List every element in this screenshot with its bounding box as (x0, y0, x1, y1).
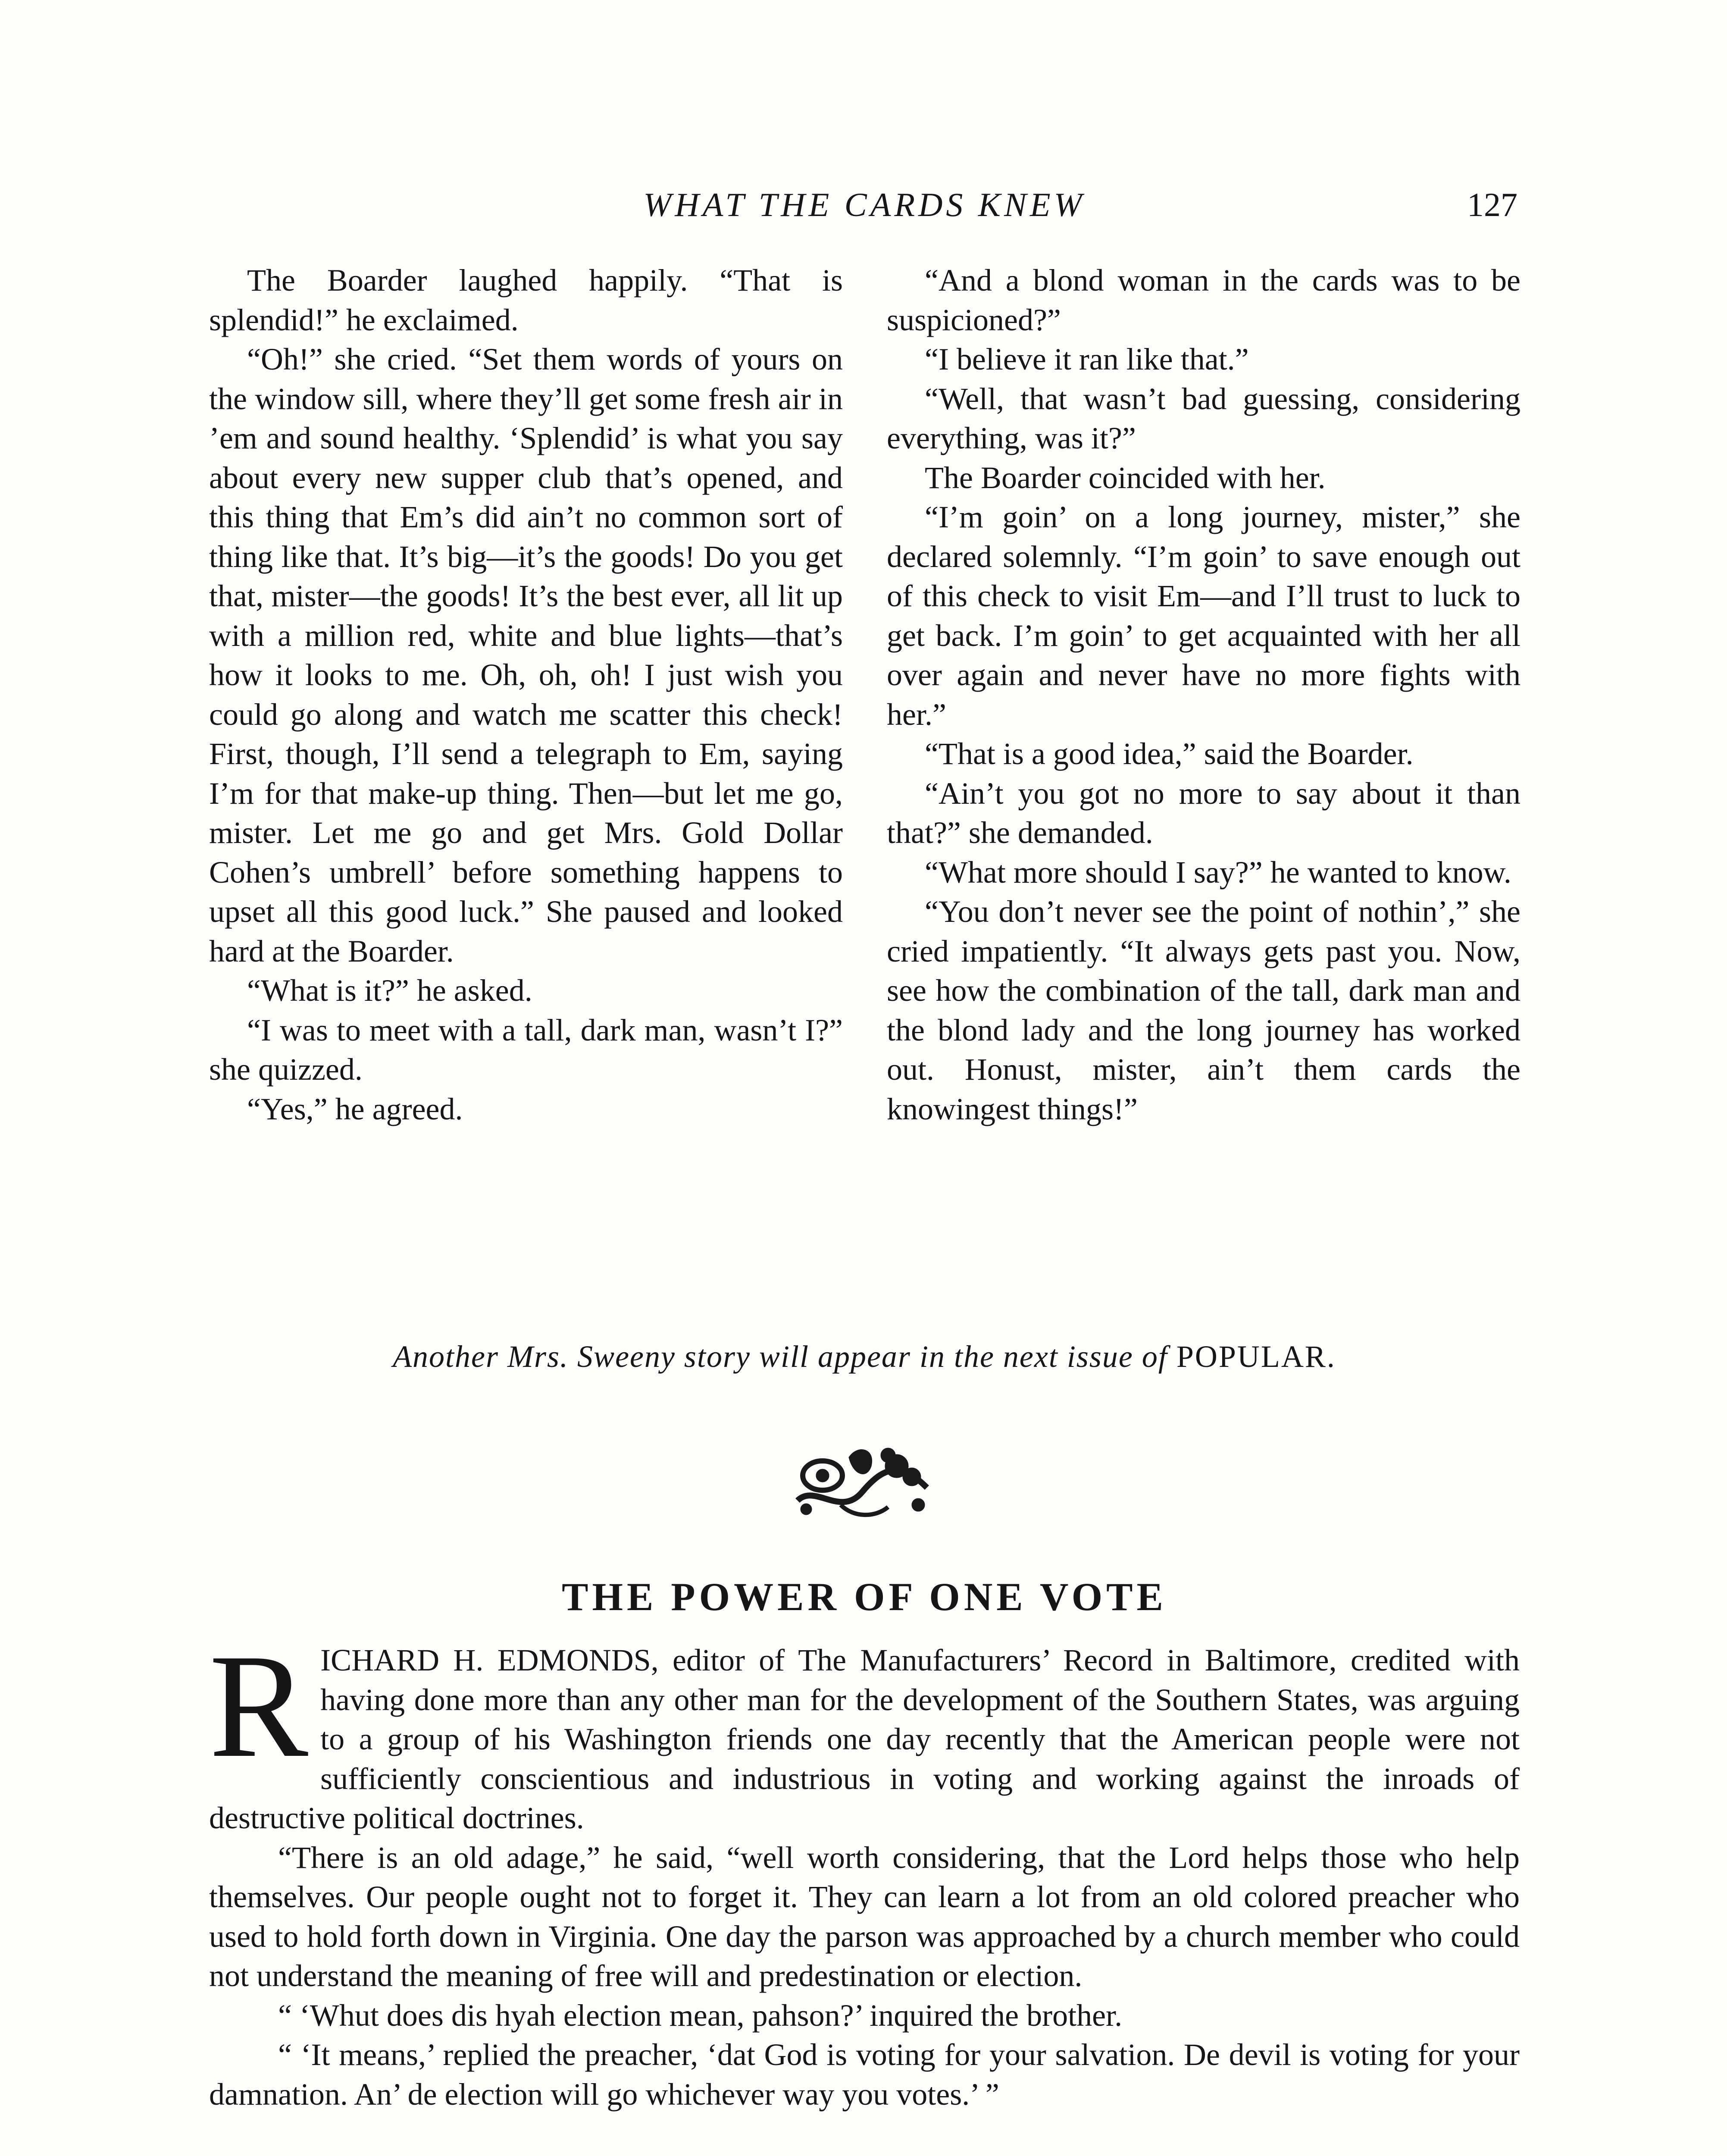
article-paragraph: “There is an old adage,” he said, “well worth considering, that the Lord helps those who help themselves. Our people ought not to forget it. They can learn a lot from an old colored preacher who used to hold forth down in Virginia. One day the parson was approached by a church member who could not understand the meaning of free will and predestination or election. (209, 1840, 1520, 1993)
article-paragraph: “ ‘Whut does dis hyah election mean, pahson?’ inquired the brother. (278, 1998, 1123, 2033)
right-paragraph: “You don’t never see the point of nothin’,” she cried impatiently. “It always gets past you. Now, see how the combination of the tall, dark man and the blond lady and the long journey has worked out. Honust, mister, ain’t them cards the knowingest things!” (887, 894, 1521, 1126)
right-paragraph: “What more should I say?” he wanted to know. (925, 855, 1511, 890)
floral-ornament-icon (789, 1436, 935, 1526)
drop-cap: R (209, 1623, 309, 1788)
article-first-paragraph (209, 1623, 1520, 1838)
page-number: 127 (1467, 186, 1517, 223)
article-paragraph: “ ‘It means,’ replied the preacher, ‘dat God is voting for your salvation. De devil is voting for your damnation. An’ de election will go whichever way you votes.’ ” (209, 2037, 1520, 2112)
story-columns (209, 261, 1520, 1330)
right-paragraph: “And a blond woman in the cards was to be suspicioned?” (887, 263, 1521, 337)
left-paragraph: “Oh!” she cried. “Set them words of yours on the window sill, where they’ll get some fresh air in ’em and sound healthy. ‘Splendid’ is what you say about every new supper club that’s opened, and this thing that Em’s did ain’t no common sort of thing like that. It’s big—it’s the goods! Do you get that, mister—the goods! It’s the best ever, all lit up with a million red, white and blue lights—that’s how it looks to me. Oh, oh, oh! I just wish you could go along and watch me scatter this check! First, though, I’ll send a telegraph to Em, saying I’m for that make-up thing. Then—but let me go, mister. Let me go and get Mrs. Gold Dollar Cohen’s umbrell’ before something happens to upset all this good luck.” She paused and looked hard at the Boarder. (209, 342, 843, 968)
left-paragraph: “What is it?” he asked. (247, 973, 532, 1008)
article-body (209, 1623, 1520, 2114)
right-paragraph: “Well, that wasn’t bad guessing, considering everything, was it?” (887, 381, 1521, 455)
right-paragraph: “I’m goin’ on a long journey, mister,” she declared solemnly. “I’m goin’ to save enough out of this check to visit Em—and I’ll trust to luck to get back. I’m goin’ to get acquainted with her all over again and never have no more fights with her.” (887, 500, 1521, 732)
right-column (887, 261, 1521, 1129)
right-paragraph: “That is a good idea,” said the Boarder. (925, 736, 1414, 771)
right-paragraph: “I believe it ran like that.” (925, 342, 1249, 376)
page-header (211, 185, 1517, 233)
right-paragraph: “Ain’t you got no more to say about it than that?” she demanded. (887, 776, 1521, 850)
running-title: WHAT THE CARDS KNEW (643, 186, 1086, 223)
left-paragraph: The Boarder laughed happily. “That is splendid!” he exclaimed. (209, 263, 843, 337)
article-title: THE POWER OF ONE VOTE (562, 1575, 1167, 1619)
left-paragraph: “Yes,” he agreed. (247, 1091, 463, 1126)
magazine-name: POPULAR. (1176, 1339, 1336, 1374)
left-paragraph: “I was to meet with a tall, dark man, wasn’t I?” she quizzed. (209, 1012, 843, 1087)
next-issue-note (209, 1339, 1520, 1375)
left-column (209, 261, 843, 1129)
right-paragraph: The Boarder coincided with her. (925, 460, 1326, 495)
first-paragraph-text: ICHARD H. EDMONDS, editor of The Manufacturers’ Record in Baltimore, credited with having done more than any other man for the development of the Southern States, was arguing to a group of his Washington friends one day recently that the American people were not sufficiently conscientious and industrious in voting and working against the inroads of destructive political doctrines. (209, 1643, 1520, 1835)
next-issue-text: Another Mrs. Sweeny story will appear in the next issue of (393, 1339, 1168, 1374)
